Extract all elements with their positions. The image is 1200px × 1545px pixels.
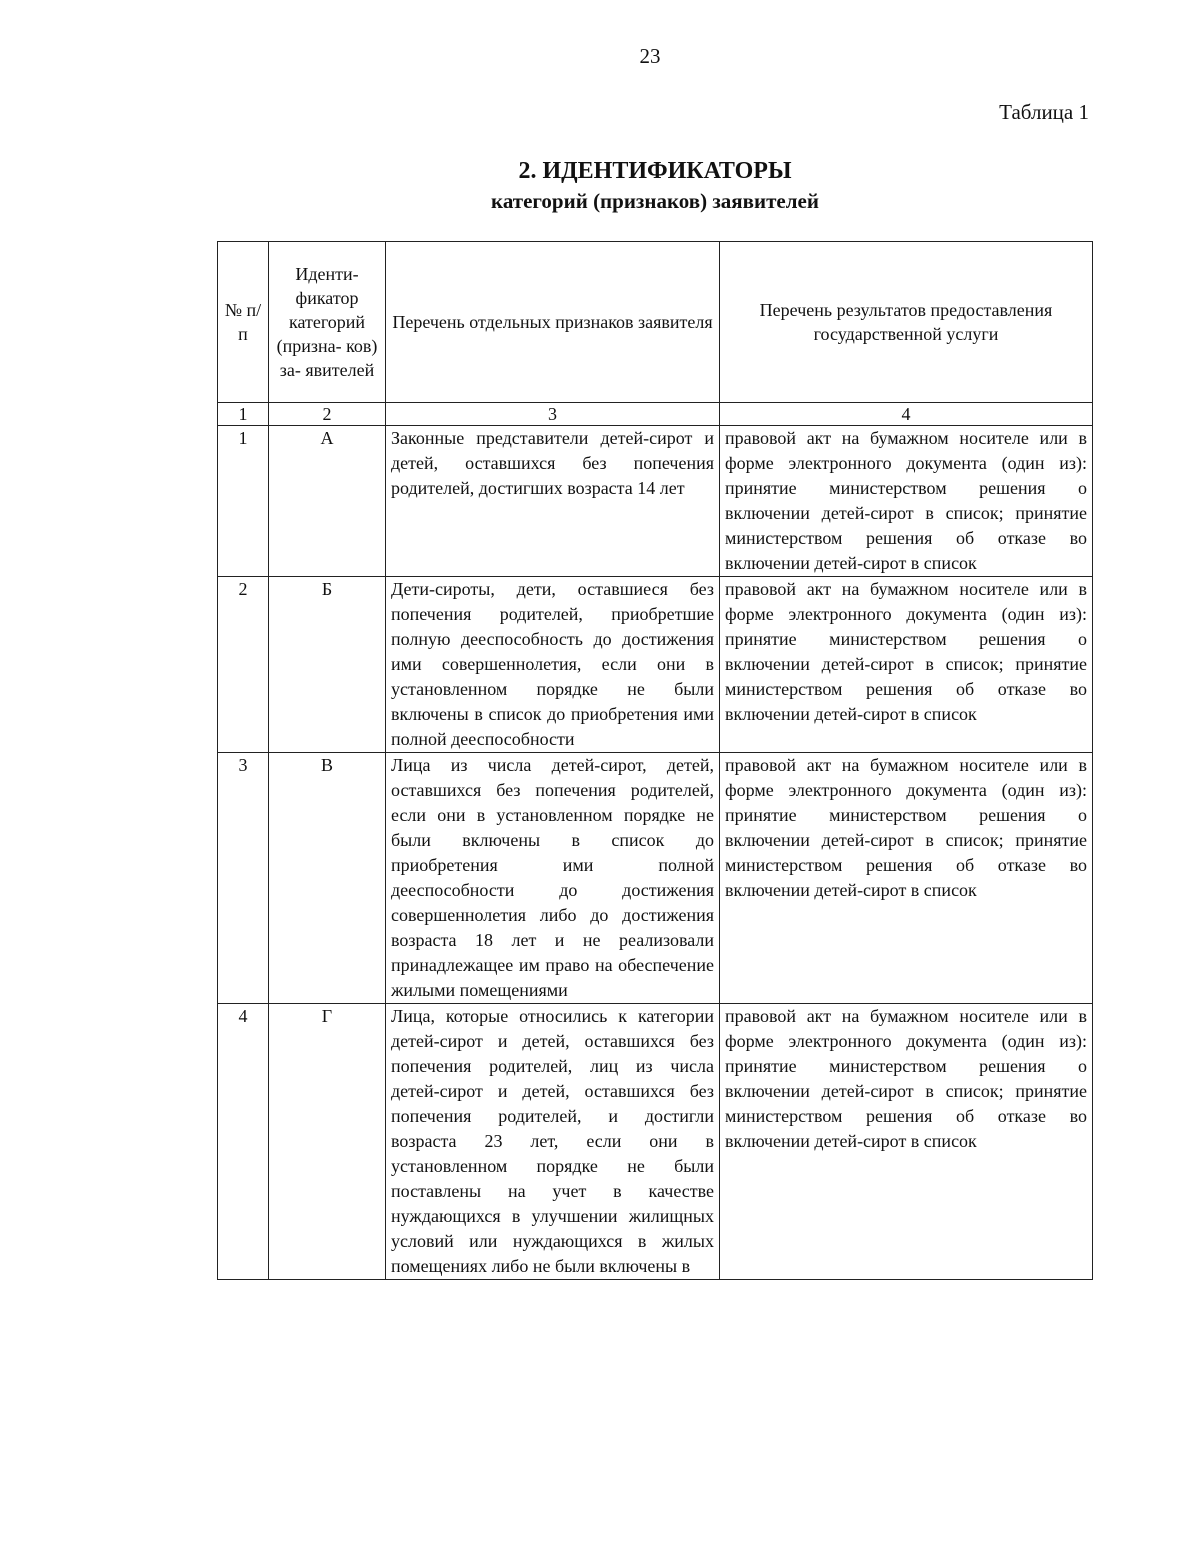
page-number: 23	[639, 44, 661, 68]
table-row	[218, 1004, 1093, 1280]
table-row	[218, 577, 1093, 753]
header-results: Перечень результатов предоставления государственной услуги	[720, 242, 1093, 403]
row-criteria: Лица, которые относились к категории детей-сирот и детей, оставшихся без попечения родителей, лиц из числа детей-сирот и детей, оставшихся без попечения родителей, и достигли возраста 23 лет, если они в установленном порядке не были поставлены на учет в качестве нуждающихся в улучшении жилищных условий или нуждающихся в жилых помещениях либо не были включены в	[386, 1004, 720, 1280]
row-result: правовой акт на бумажном носителе или в форме электронного документа (один из): принятие министерством решения о включении детей-сирот в список; принятие министерством решения об отказе во включении детей-сирот в список	[720, 1004, 1093, 1280]
row-result: правовой акт на бумажном носителе или в форме электронного документа (один из): принятие министерством решения о включении детей-сирот в список; принятие министерством решения об отказе во включении детей-сирот в список	[720, 426, 1093, 577]
column-number: 3	[386, 403, 720, 426]
header-criteria: Перечень отдельных признаков заявителя	[386, 242, 720, 403]
row-criteria: Законные представители детей-сирот и детей, оставшихся без попечения родителей, достигших возраста 14 лет	[386, 426, 720, 577]
row-number: 2	[218, 577, 269, 753]
row-identifier: В	[269, 753, 386, 1004]
table-header-row	[218, 242, 1093, 403]
row-identifier: Г	[269, 1004, 386, 1280]
document-subtitle: категорий (признаков) заявителей	[491, 189, 819, 213]
row-number: 3	[218, 753, 269, 1004]
column-numbers-row	[218, 403, 1093, 426]
header-identifier: Иденти- фикатор категорий (призна- ков) за- явителей	[269, 242, 386, 403]
row-criteria: Лица из числа детей-сирот, детей, оставшихся без попечения родителей, если они в установленном порядке не были включены в список до приобретения ими полной дееспособности до достижения совершеннолетия либо до достижения возраста 18 лет и не реализовали принадлежащее им право на обеспечение жилыми помещениями	[386, 753, 720, 1004]
row-result: правовой акт на бумажном носителе или в форме электронного документа (один из): принятие министерством решения о включении детей-сирот в список; принятие министерством решения об отказе во включении детей-сирот в список	[720, 577, 1093, 753]
row-identifier: А	[269, 426, 386, 577]
table-label: Таблица 1	[999, 100, 1089, 124]
row-number: 4	[218, 1004, 269, 1280]
row-identifier: Б	[269, 577, 386, 753]
column-number: 4	[720, 403, 1093, 426]
table-row	[218, 753, 1093, 1004]
heading	[0, 155, 1200, 215]
row-criteria: Дети-сироты, дети, оставшиеся без попечения родителей, приобретшие полную дееспособность до достижения ими совершеннолетия, если они в установленном порядке не были включены в список до приобретения ими полной дееспособности	[386, 577, 720, 753]
table-row	[218, 426, 1093, 577]
header-number: № п/п	[218, 242, 269, 403]
row-result: правовой акт на бумажном носителе или в форме электронного документа (один из): принятие министерством решения о включении детей-сирот в список; принятие министерством решения об отказе во включении детей-сирот в список	[720, 753, 1093, 1004]
column-number: 1	[218, 403, 269, 426]
column-number: 2	[269, 403, 386, 426]
row-number: 1	[218, 426, 269, 577]
document-title: 2. ИДЕНТИФИКАТОРЫ	[518, 158, 792, 184]
identifiers-table	[217, 241, 1093, 1280]
